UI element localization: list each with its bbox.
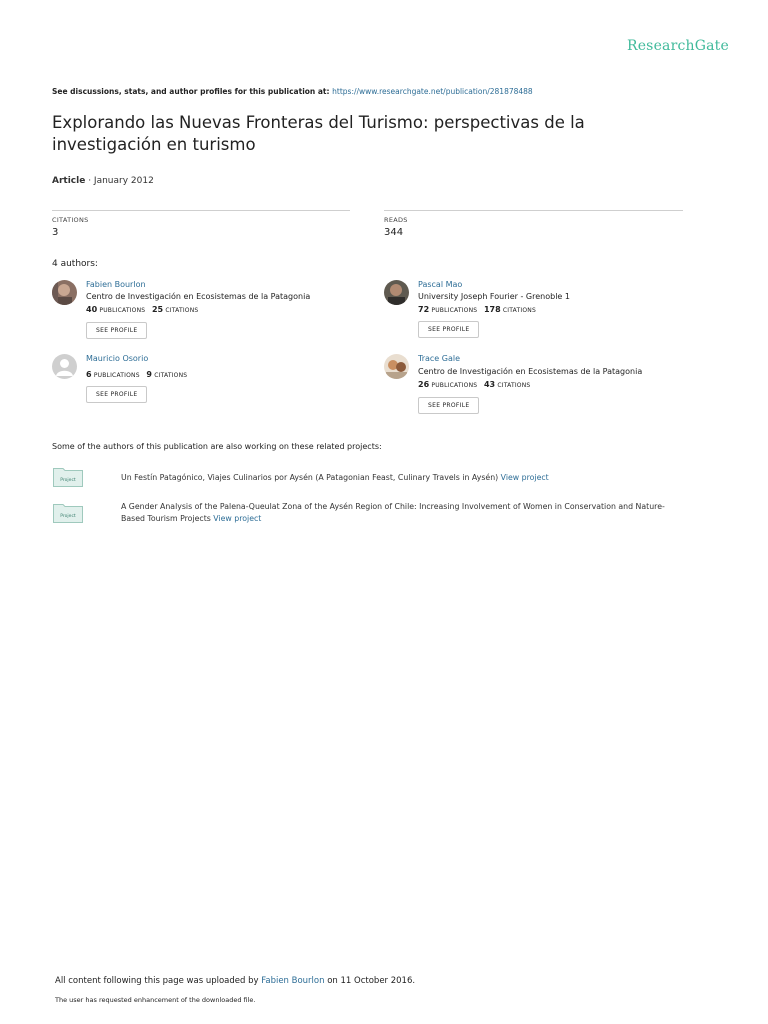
project-icon-label: Project	[60, 514, 76, 519]
author-name-link[interactable]: Pascal Mao	[418, 280, 463, 289]
project-icon-label: Project	[60, 478, 76, 483]
author-institution: University Joseph Fourier - Grenoble 1	[418, 292, 570, 301]
author-photo-icon	[52, 280, 77, 305]
publication-link[interactable]: https://www.researchgate.net/publication/281878488	[332, 87, 533, 96]
view-project-link[interactable]: View project	[500, 473, 549, 482]
author-stats	[418, 380, 530, 389]
article-type: Article	[52, 176, 86, 186]
citations-word: CITATIONS	[154, 372, 188, 379]
author-institution: Centro de Investigación en Ecosistemas de la Patagonia	[418, 367, 643, 376]
author-stats	[418, 305, 536, 314]
author-publications-count: 6	[86, 370, 92, 379]
see-profile-button[interactable]: SEE PROFILE	[418, 321, 479, 338]
enhancement-note: The user has requested enhancement of the downloaded file.	[55, 996, 256, 1004]
reads-label: READS	[384, 216, 408, 224]
author-name-link[interactable]: Trace Gale	[418, 354, 461, 363]
project-folder-icon[interactable]	[53, 467, 83, 487]
uploader-link[interactable]: Fabien Bourlon	[261, 976, 325, 986]
view-project-link[interactable]: View project	[213, 514, 262, 523]
project-title-line-1: A Gender Analysis of the Palena-Queulat Zona of the Aysén Region of Chile: Increasing Involvement of Women in Conservation and Nature-	[121, 502, 665, 511]
project-title: Un Festín Patagónico, Viajes Culinarios por Aysén (A Patagonian Feast, Culinary Travels in Aysén)	[121, 473, 499, 482]
citations-value: 3	[52, 227, 59, 238]
see-profile-button[interactable]: SEE PROFILE	[418, 397, 479, 414]
see-profile-button[interactable]: SEE PROFILE	[86, 386, 147, 403]
project-folder-icon[interactable]	[53, 503, 83, 523]
researchgate-logo[interactable]: ResearchGate	[626, 38, 729, 54]
article-date: · January 2012	[85, 176, 154, 186]
project-title-line-2: Based Tourism Projects	[121, 514, 211, 523]
authors-heading: 4 authors:	[52, 259, 98, 269]
citations-word: CITATIONS	[497, 382, 531, 389]
citations-word: CITATIONS	[165, 307, 199, 314]
author-photo-icon	[384, 280, 409, 305]
discussion-line	[52, 87, 533, 96]
author-institution: Centro de Investigación en Ecosistemas de la Patagonia	[86, 292, 311, 301]
folder-icon	[53, 467, 83, 487]
author-name-link[interactable]: Fabien Bourlon	[86, 280, 146, 289]
default-avatar-icon	[52, 354, 77, 379]
upload-suffix: on 11 October 2016.	[327, 976, 416, 986]
article-meta	[52, 176, 154, 186]
author-avatar[interactable]	[52, 280, 77, 305]
reads-value: 344	[384, 227, 404, 238]
author-publications-count: 26	[418, 380, 430, 389]
author-avatar[interactable]	[384, 354, 409, 379]
author-citations-count: 25	[151, 305, 164, 314]
project-item	[121, 501, 721, 525]
citations-divider	[52, 210, 350, 211]
author-stats	[86, 370, 187, 379]
author-publications-count: 72	[418, 305, 430, 314]
author-name-link[interactable]: Mauricio Osorio	[86, 354, 149, 363]
author-avatar[interactable]	[384, 280, 409, 305]
author-publications-count: 40	[86, 305, 98, 314]
citations-label: CITATIONS	[52, 216, 89, 224]
discussion-text: See discussions, stats, and author profiles for this publication at:	[52, 87, 330, 96]
publications-word: PUBLICATIONS	[431, 307, 478, 314]
publications-word: PUBLICATIONS	[431, 382, 478, 389]
upload-note	[55, 976, 415, 986]
author-citations-count: 178	[483, 305, 501, 314]
publications-word: PUBLICATIONS	[93, 372, 140, 379]
author-citations-count: 43	[483, 380, 496, 389]
project-item	[121, 472, 549, 484]
citations-word: CITATIONS	[502, 307, 536, 314]
author-stats	[86, 305, 198, 314]
author-avatar[interactable]	[52, 354, 77, 379]
article-title: Explorando las Nuevas Fronteras del Turismo: perspectivas de la investigación en turismo	[52, 113, 585, 154]
author-photo-icon	[384, 354, 409, 379]
author-citations-count: 9	[146, 370, 152, 379]
publications-word: PUBLICATIONS	[99, 307, 146, 314]
folder-icon	[53, 503, 83, 523]
related-projects-heading: Some of the authors of this publication are also working on these related projects:	[52, 442, 382, 451]
see-profile-button[interactable]: SEE PROFILE	[86, 322, 147, 339]
reads-divider	[384, 210, 683, 211]
upload-prefix: All content following this page was uploaded by	[55, 976, 259, 986]
